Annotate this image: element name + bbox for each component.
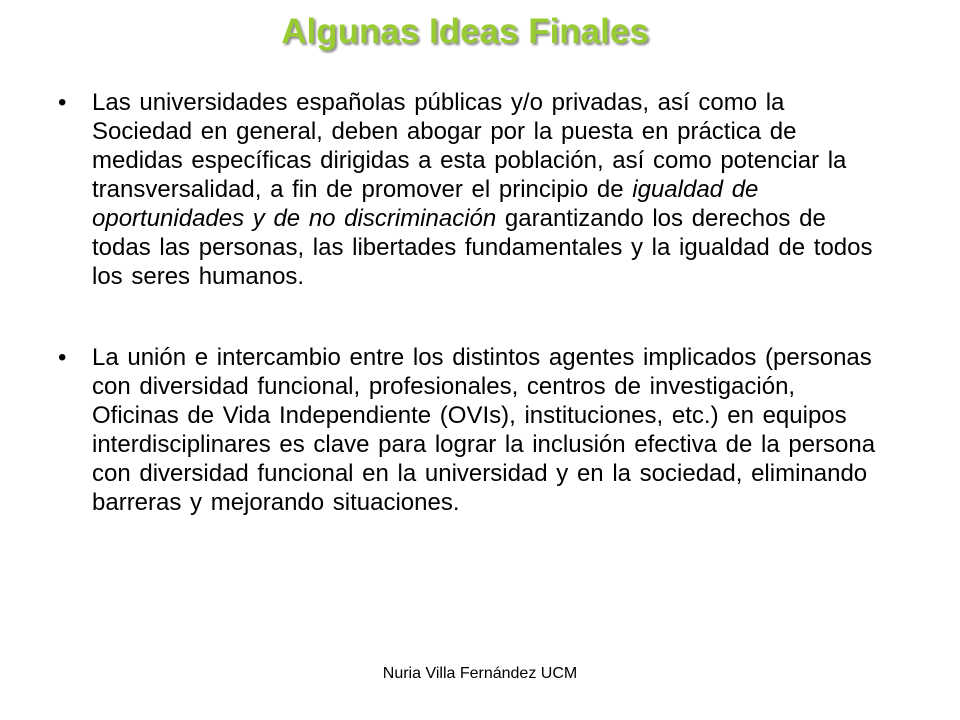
bullet-text-start: Las universidades españolas públicas y/o privadas, así como la Sociedad en general, deben abogar por la puesta en práctica de medidas específicas dirigidas a esta población, así como potenciar la transversalidad, a fin de promover el principio de — [92, 89, 847, 203]
slide-title: Algunas Ideas Finales — [281, 12, 649, 51]
bullet-dot-icon: • — [58, 89, 67, 116]
bullet-item-universities — [58, 88, 878, 291]
bullet-list — [58, 88, 878, 517]
bullet-item-collaboration — [58, 343, 878, 517]
bullet-text-end: garantizando los derechos de todas las personas, las libertades fundamentales y la igualdad de todos los seres humanos. — [92, 205, 873, 290]
bullet-text: La unión e intercambio entre los distintos agentes implicados (personas con diversidad funcional, profesionales, centros de investigación, Oficinas de Vida Independiente (OVIs), instituciones, etc.) en equipos interdisciplinares es clave para lograr la inclusión efectiva de la persona con diversidad funcional en la universidad y en la sociedad, eliminando barreras y mejorando situaciones. — [92, 344, 876, 516]
bullet-text-emphasis: igualdad de oportunidades y de no discriminación — [92, 176, 759, 232]
bullet-dot-icon: • — [58, 344, 67, 371]
slide-footer: Nuria Villa Fernández UCM — [382, 665, 578, 682]
